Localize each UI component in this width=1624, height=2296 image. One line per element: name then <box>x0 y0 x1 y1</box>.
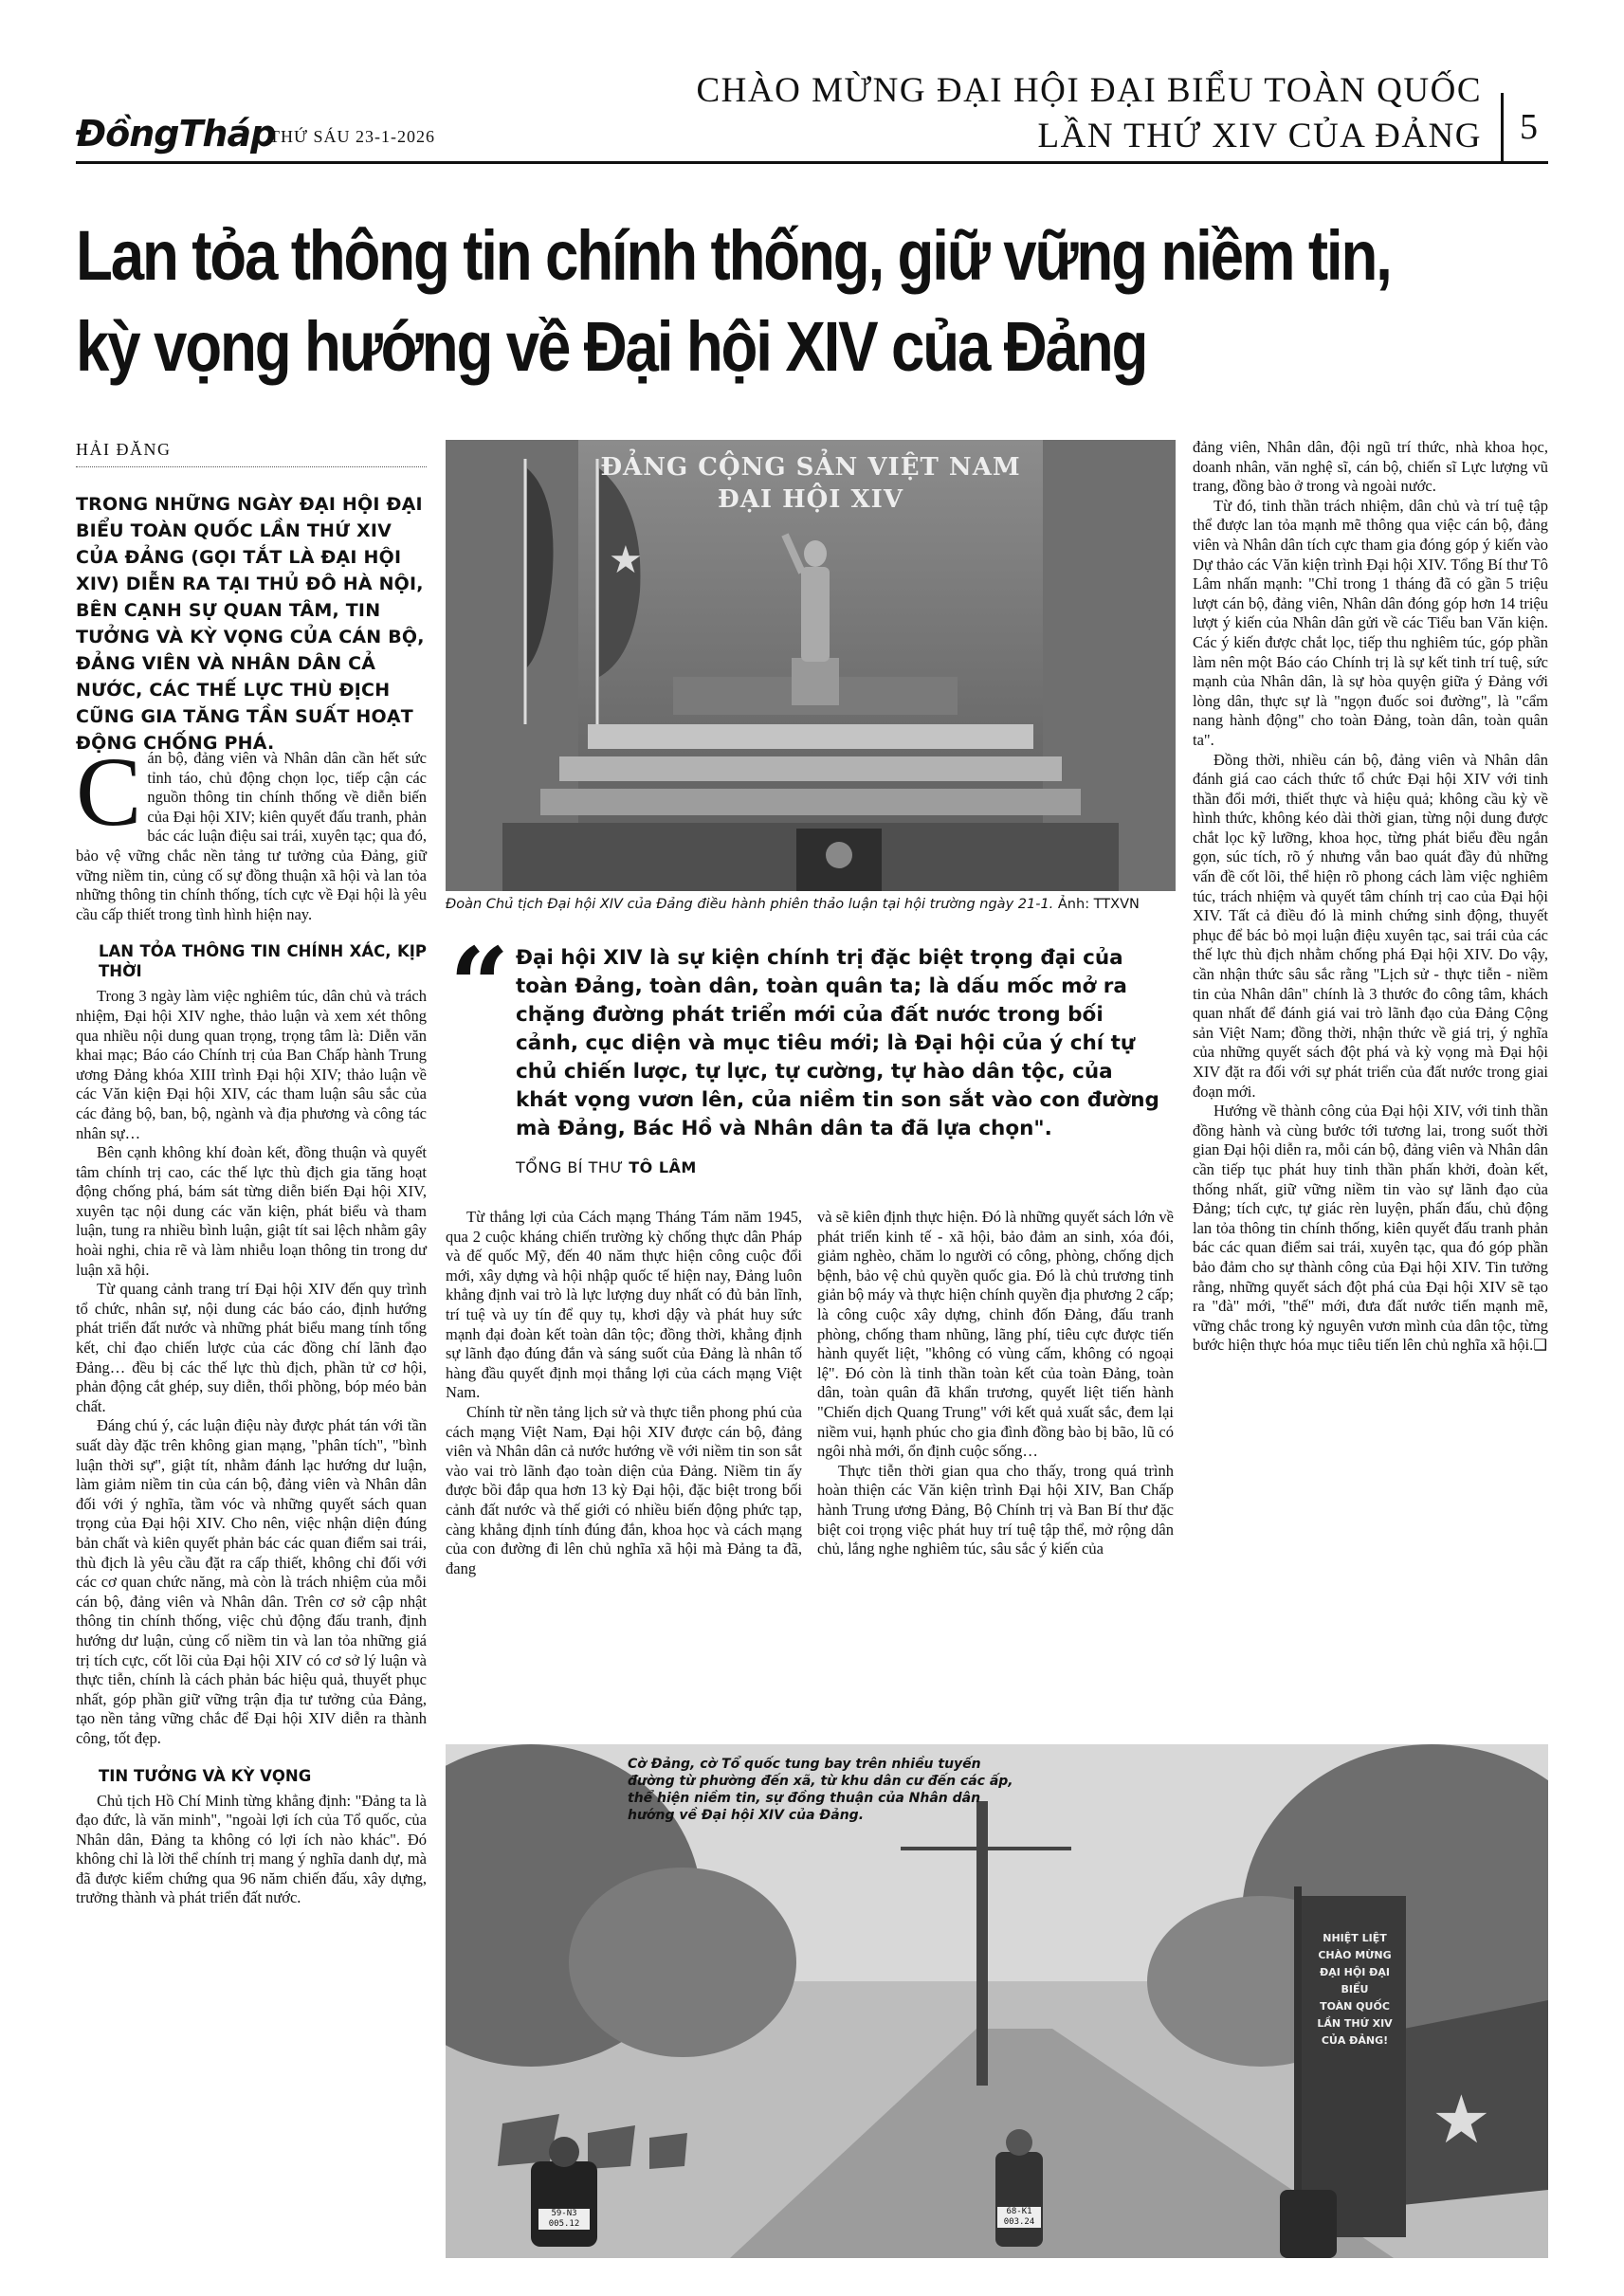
congress-hall-photo <box>446 440 1176 891</box>
banner2-line: NHIỆT LIỆT <box>1323 1932 1387 1944</box>
paragraph: Trong 3 ngày làm việc nghiêm túc, dân chủ và trách nhiệm, Đại hội XIV nghe, thảo luận và xem xét thông qua nhiều nội dung quan trọng, trọng tâm là: Diễn văn khai mạc; Báo cáo Chính trị của Ban Chấp hành Trung ương Đảng khóa XIII trình Đại hội XIV; thảo luận về các Văn kiện Đại hội XIV, các tham luận sâu sắc của các đảng bộ, ban, bộ, ngành và địa phương và công tác nhân sự… <box>76 987 427 1142</box>
section-title-line1: CHÀO MỪNG ĐẠI HỘI ĐẠI BIỂU TOÀN QUỐC <box>696 71 1482 110</box>
congress-banner <box>446 451 1176 516</box>
paragraph: Đáng chú ý, các luận điệu này được phát tán với tần suất dày đặc trên không gian mạng, "phân tích", "bình luận thời sự", giật tít, nhằm đánh lạc hướng dư luận, làm giảm niềm tin của cán bộ, đảng viên và Nhân dân đối với ý nghĩa, tầm vóc và những quyết sách quan trọng của Đại hội XIV. Cho nên, việc nhận diện đúng bản chất và kiên quyết phản bác các quan điểm sai trái, thù địch là yêu cầu đặt ra cấp thiết, không chỉ đối với các cơ quan chức năng, mà còn là trách nhiệm của mỗi cán bộ, đảng viên và Nhân dân. Trên cơ sở cập nhật thông tin chính thống, việc chủ động đấu tranh, định hướng dư luận, củng cố niềm tin và lan tỏa những giá trị tích cực, cốt lõi của Đại hội XIV có cơ sở lý luận và thực tiễn, chính là cách phản bác hiệu quả, thuyết phục nhất, góp phần giữ vững trận địa tư tưởng của Đảng, tạo nền tảng vững chắc để Đại hội XIV diễn ra thành công, tốt đẹp. <box>76 1416 427 1747</box>
quote-author-title: TỔNG BÍ THƯ <box>516 1158 624 1176</box>
paragraph: Từ thắng lợi của Cách mạng Tháng Tám năm 1945, qua 2 cuộc kháng chiến trường kỳ chống thực dân Pháp và đế quốc Mỹ, đến 40 năm thực hiện công cuộc đổi mới, xây dựng và hội nhập quốc tế hiện nay, Đảng luôn khẳng định vai trò là lực lượng duy nhất có đủ bản lĩnh, trí tuệ và uy tín để quy tụ, khơi dậy và phát huy sức mạnh đại đoàn kết toàn dân tộc; đồng thời, khẳng định sự lãnh đạo đúng đắn và sáng suốt của Đảng là nhân tố hàng đầu quyết định mọi thắng lợi của cách mạng Việt Nam. <box>446 1208 802 1402</box>
paragraph: đảng viên, Nhân dân, đội ngũ trí thức, nhà khoa học, doanh nhân, văn nghệ sĩ, cán bộ, chiến sĩ Lực lượng vũ trang, đồng bào ở trong và ngoài nước. <box>1193 438 1548 496</box>
closing-text: Hướng về thành công của Đại hội XIV, với tinh thần đồng hành và cùng bước tới tương lai, trong suốt thời gian Đại hội diễn ra, mỗi cán bộ, đảng viên và Nhân dân cần tiếp tục phát huy tinh thần phấn khởi, đoàn kết, thống nhất, giữ vững niềm tin vào sự lãnh đạo của Đảng; tích cực, tự giác rèn luyện, phấn đấu, chủ động lan tỏa thông tin chính thống, kiên quyết đấu tranh phản bác các quan điểm sai trái, xuyên tạc, qua đó góp phần bảo đảm cho sự thành công của Đại hội XIV. Tin tưởng rằng, những quyết sách đột phá của Đại hội XIV sẽ tạo ra "đà" mới, "thế" mới, đưa đất nước tiến mạnh mẽ, vững chắc trong kỷ nguyên vươn mình của dân tộc, từng bước hiện thực hóa mục tiêu tiến lên chủ nghĩa xã hội. <box>1193 1102 1548 1355</box>
article-headline <box>76 210 1391 392</box>
license-plate: 68-K1 003.24 <box>997 2207 1041 2228</box>
license-plate: 59-N3 005.12 <box>538 2209 590 2230</box>
banner2-line: CỦA ĐẢNG! <box>1321 2034 1389 2047</box>
byline: HẢI ĐĂNG <box>76 440 172 459</box>
issue-date: THỨ SÁU 23-1-2026 <box>269 127 435 146</box>
photo-credit: Ảnh: TTXVN <box>1057 897 1140 912</box>
headline-line1: Lan tỏa thông tin chính thống, giữ vững niềm tin, <box>76 216 1391 295</box>
article-lead: TRONG NHỮNG NGÀY ĐẠI HỘI ĐẠI BIỂU TOÀN QUỐC LẦN THỨ XIV CỦA ĐẢNG (GỌI TẮT LÀ ĐẠI HỘI XIV) DIỄN RA TẠI THỦ ĐÔ HÀ NỘI, BÊN CẠNH SỰ QUAN TÂM, TIN TƯỞNG VÀ KỲ VỌNG CỦA CÁN BỘ, ĐẢNG VIÊN VÀ NHÂN DÂN CẢ NƯỚC, CÁC THẾ LỰC THÙ ĐỊCH CŨNG GIA TĂNG TẦN SUẤT HOẠT ĐỘNG CHỐNG PHÁ. <box>76 494 425 754</box>
celebration-banner <box>1305 1930 1404 2050</box>
column-1 <box>76 738 427 1908</box>
banner2-line: ĐẠI HỘI ĐẠI BIỂU <box>1320 1966 1390 1995</box>
photo2-caption: Cờ Đảng, cờ Tổ quốc tung bay trên nhiều tuyến đường từ phường đến xã, từ khu dân cư đến các ấp, thể hiện niềm tin, sự đồng thuận của Nhân dân hướng về Đại hội XIV của Đảng. <box>628 1757 1013 1823</box>
svg-text:★: ★ <box>609 538 643 581</box>
banner-line2: ĐẠI HỘI XIV <box>717 485 904 514</box>
section-title <box>696 68 1482 159</box>
header-divider <box>76 161 1548 164</box>
banner2-line: TOÀN QUỐC <box>1320 2000 1390 2013</box>
pull-quote: Đại hội XIV là sự kiện chính trị đặc biệt trọng đại của toàn Đảng, toàn dân, toàn quân ta; là dấu mốc mở ra chặng đường phát triển mới của đất nước trong bối cảnh, cục diện và mục tiêu mới; là Đại hội của ý chí tự chủ chiến lược, tự lực, tự cường, tự hào dân tộc, của khát vọng vươn lên, của niềm tin son sắt vào con đường mà Đảng, Bác Hồ và Nhân dân ta đã lựa chọn". <box>516 946 1159 1140</box>
caption-text: Đoàn Chủ tịch Đại hội XIV của Đảng điều hành phiên thảo luận tại hội trường ngày 21-1. <box>446 897 1054 912</box>
subheading-1: LAN TỎA THÔNG TIN CHÍNH XÁC, KỊP THỜI <box>99 942 427 981</box>
byline-divider <box>76 466 427 467</box>
subheading-2: TIN TƯỞNG VÀ KỲ VỌNG <box>99 1766 312 1785</box>
quote-author <box>516 1158 697 1176</box>
paragraph: Từ đó, tinh thần trách nhiệm, dân chủ và trí tuệ tập thể được lan tỏa mạnh mẽ thông qua việc cán bộ, đảng viên và Nhân dân tích cực tham gia đóng góp ý kiến vào Dự thảo các Văn kiện trình Đại hội XIV. Tổng Bí thư Tô Lâm nhấn mạnh: "Chỉ trong 1 tháng đã có gần 5 triệu lượt cán bộ, đảng viên, Nhân dân đóng góp hơn 14 triệu lượt ý kiến của Nhân dân gửi về các Tiểu ban Văn kiện. Các ý kiến được chắt lọc, tiếp thu nghiêm túc, góp phần làm nên một Báo cáo Chính trị là sự kết tinh trí tuệ, sức mạnh của Nhân dân, là sự hòa quyện giữa ý Đảng với lòng dân, thực sự là "ngọn đuốc soi đường", là "cẩm nang hành động" cho toàn Đảng, toàn dân, toàn quân ta". <box>1193 496 1548 749</box>
headline-line2: kỳ vọng hướng về Đại hội XIV của Đảng <box>76 307 1147 386</box>
paragraph: Từ quang cảnh trang trí Đại hội XIV đến quy trình tổ chức, nhân sự, nội dung các báo cáo, định hướng phát triển đất nước và những phát biểu mang tính tổng kết, chỉ đạo chiến lược của các đồng chí lãnh đạo Đảng… đều bị các thế lực thù địch, phần tử cơ hội, phản động cắt ghép, suy diễn, thổi phồng, bóp méo bản chất. <box>76 1280 427 1415</box>
paragraph: Thực tiễn thời gian qua cho thấy, trong quá trình hoàn thiện các Văn kiện trình Đại hội XIV, Ban Chấp hành Trung ương Đảng, Bộ Chính trị và Ban Bí thư đặc biệt coi trọng việc phát huy trí tuệ tập thể, mở rộng dân chủ, lắng nghe nghiêm túc, sâu sắc ý kiến của <box>817 1461 1174 1558</box>
quote-mark-icon: “ <box>449 924 510 1047</box>
column-3 <box>817 1208 1174 1559</box>
section-title-line2: LẦN THỨ XIV CỦA ĐẢNG <box>1037 117 1482 155</box>
page-number: 5 <box>1501 93 1548 161</box>
photo1-caption <box>446 897 1176 912</box>
end-mark-icon: ❑ <box>1533 1336 1548 1355</box>
banner2-line: LẦN THỨ XIV <box>1317 2017 1393 2030</box>
banner2-line: CHÀO MỪNG <box>1318 1949 1392 1961</box>
newspaper-logo: ĐồngTháp <box>76 113 276 155</box>
quote-author-name: TÔ LÂM <box>629 1158 697 1176</box>
paragraph: Đồng thời, nhiều cán bộ, đảng viên và Nhân dân đánh giá cao cách thức tổ chức Đại hội XIV với tinh thần đổi mới, thiết thực và hiệu quả; không cầu kỳ về hình thức, không kéo dài thời gian, từng nội dung được chắt lọc kỹ lưỡng, khoa học, từng phát biểu đều ngắn gọn, súc tích, rõ ý nhưng vẫn bao quát đầy đủ những vấn đề cốt lõi, thể hiện rõ phong cách làm việc nghiêm túc, trách nhiệm và quyết tâm chính trị cao của Đại hội XIV. Tất cả điều đó là minh chứng sinh động, thuyết phục để bác bỏ mọi luận điệu xuyên tạc, sai trái của các thế lực thù địch nhằm chống phá Đại hội XIV. Do vậy, cần nhận thức sâu sắc rằng "Lịch sử - thực tiễn - niềm tin của Nhân dân" chính là 3 thước đo công tâm, khách quan nhất để đánh giá vai trò lãnh đạo của Đảng Cộng sản Việt Nam; đồng thời, nhận thức về giá trị, ý nghĩa của những quyết sách đột phá và kỳ vọng mà Đại hội XIV đặt ra đối với sự phát triển của đất nước trong giai đoạn mới. <box>1193 750 1548 1101</box>
column-2 <box>446 1208 802 1578</box>
paragraph: Chính từ nền tảng lịch sử và thực tiễn phong phú của cách mạng Việt Nam, Đại hội XIV được cán bộ, đảng viên và Nhân dân cả nước hướng về với niềm tin son sắt vào vai trò lãnh đạo toàn diện của Đảng. Niềm tin ấy được bồi đắp qua hơn 13 kỳ Đại hội, đặc biệt trong bối cảnh đất nước và thế giới có nhiều biến động phức tạp, càng khẳng định tính đúng đắn, khoa học và cách mạng của con đường đi lên chủ nghĩa xã hội mà Đảng ta đã, đang <box>446 1402 802 1577</box>
drop-cap: C <box>76 738 142 847</box>
svg-text:★: ★ <box>1432 2085 1491 2158</box>
paragraph: Bên cạnh không khí đoàn kết, đồng thuận và quyết tâm chính trị cao, các thế lực thù địch gia tăng hoạt động chống phá, bám sát từng diễn biến Đại hội XIV, xuyên tạc nội dung các văn kiện, phát biểu và tham luận, tung ra nhiều bình luận, giật tít sai lệch nhằm gây hoài nghi, chia rẽ và làm nhiễu loạn thông tin trong dư luận xã hội. <box>76 1143 427 1279</box>
intro-paragraph <box>76 738 427 924</box>
banner-line1: ĐẢNG CỘNG SẢN VIỆT NAM <box>600 453 1021 482</box>
intro-text: án bộ, đảng viên và Nhân dân cần hết sức tỉnh táo, chủ động chọn lọc, tiếp cận các nguồn thông tin chính thống về diễn biến của Đại hội XIV; kiên quyết đấu tranh, phản bác các luận điệu sai trái, xuyên tạc; qua đó, bảo vệ vững chắc nền tảng tư tưởng của Đảng, giữ vững niềm tin, củng cố sự đồng thuận xã hội và lan tỏa những thông tin chính thống, tích cực về Đại hội là yêu cầu cấp thiết trong tình hình hiện nay. <box>76 749 427 923</box>
paragraph: Chủ tịch Hồ Chí Minh từng khẳng định: "Đảng ta là đạo đức, là văn minh", "ngoài lợi ích của Tổ quốc, của Nhân dân, Đảng ta không có lợi ích nào khác". Đó không chỉ là lời thể chính trị mang ý nghĩa danh dự, mà đã được kiểm chứng qua 96 năm chiến đấu, xây dựng, trưởng thành và phát triển đất nước. <box>76 1791 427 1907</box>
paragraph: và sẽ kiên định thực hiện. Đó là những quyết sách lớn về phát triển kinh tế - xã hội, bảo đảm an sinh, xóa đói, giảm nghèo, chăm lo người có công, phòng, chống dịch bệnh, bảo vệ chủ quyền quốc gia. Đó là chủ trương tinh giản bộ máy và thực hiện chính quyền địa phương 2 cấp; là công cuộc xây dựng, chỉnh đốn Đảng, đấu tranh phòng, chống tham nhũng, lãng phí, tiêu cực được tiến hành quyết liệt, "không có vùng cấm, không có ngoại lệ". Đó còn là tinh thần toàn kết của toàn Đảng, toàn dân, toàn quân đã khẩn trương, quyết liệt tiến hành "Chiến dịch Quang Trung" với kết quả xuất sắc, đem lại niềm vui, hạnh phúc cho gia đình đồng bào bị bão, lũ có ngôi nhà mới, ổn định cuộc sống… <box>817 1208 1174 1461</box>
paragraph <box>1193 1102 1548 1356</box>
column-4 <box>1193 438 1548 1356</box>
